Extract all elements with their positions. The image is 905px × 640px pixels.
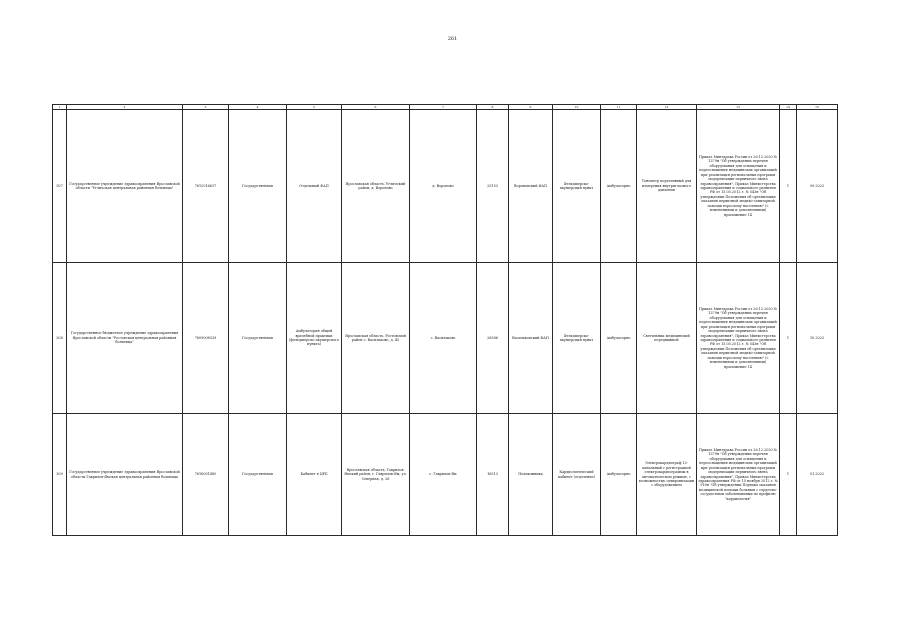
row-number: 308 xyxy=(53,263,67,414)
organization-name: Государственное бюджетное учреждение здравоохранения Ярославской области "Ростовская центральная районная больница" xyxy=(67,263,183,414)
date-cell: 10.2023 xyxy=(797,263,838,414)
facility-cell: Поликлиника xyxy=(509,414,553,536)
column-number: 11 xyxy=(601,105,637,110)
legal-basis-cell: Приказ Минздрава России от 26.12.2020 № 1379н "Об утверждении перечня оборудования для оснащения и переоснащения медицинских организаций при реализации региональных программ модернизации первичного звена здравоохранения", Приказ Министерства здравоохранения и социального развития РФ от 15.05.2012 г. № 543н "Об утверждении Положения об организации оказания первичной медико-санитарной помощи взрослому населению" (с изменениями и дополнениями) приложение 14 xyxy=(697,110,780,263)
table-row xyxy=(53,110,838,263)
table-row xyxy=(53,263,838,414)
organization-name: Государственное учреждение здравоохранения Ярославской области Гаврилов-Ямская центральная районная больница xyxy=(67,414,183,536)
column-number: 12 xyxy=(637,105,697,110)
inn-cell: 7612016637 xyxy=(183,110,229,263)
legal-basis-cell: Приказ Минздрава России от 26.12.2020 № 1379н "Об утверждении перечня оборудования для оснащения и переоснащения медицинских организаций при реализации региональных программ модернизации первичного звена здравоохранения", Приказ Министерства здравоохранения и социального развития РФ от 15.05.2012 г. № 543н "Об утверждении Положения об организации оказания первичной медико-санитарной помощи взрослому населению" (с изменениями и дополнениями) приложение 14 xyxy=(697,263,780,414)
facility-type-cell: Фельдшерско-акушерский пункт xyxy=(553,263,601,414)
facility-cell: Вороновский ФАП xyxy=(509,110,553,263)
care-form-cell: Амбулаторно xyxy=(601,414,637,536)
row-number: 307 xyxy=(53,110,67,263)
date-cell: 01.2022 xyxy=(797,414,838,536)
quantity-cell: 1 xyxy=(780,414,797,536)
facility-type-cell: Кардиологический кабинет (отделение) xyxy=(553,414,601,536)
population-cell: 26586 xyxy=(477,263,509,414)
locality-cell: с. Васильково xyxy=(410,263,477,414)
population-cell: 16513 xyxy=(477,414,509,536)
column-number: 5 xyxy=(287,105,342,110)
equipment-cell: Электрокардиограф 12-канальный с регистрацией электрокардиограммы в автоматическом режиме, с возможностью синхронизации с оборудованием xyxy=(637,414,697,536)
locality-cell: г. Гаврилов-Ям xyxy=(410,414,477,536)
column-number: 2 xyxy=(67,105,183,110)
ownership-cell: Государственная xyxy=(229,110,287,263)
column-number: 3 xyxy=(183,105,229,110)
equipment-cell: Тонометр портативный для измерения внутриглазного давления xyxy=(637,110,697,263)
column-number: 13 xyxy=(697,105,780,110)
equipment-cell: Светильник медицинский передвижной xyxy=(637,263,697,414)
ownership-cell: Государственная xyxy=(229,263,287,414)
care-form-cell: Амбулаторно xyxy=(601,263,637,414)
column-number: 14 xyxy=(780,105,797,110)
care-form-cell: Амбулаторно xyxy=(601,110,637,263)
column-number: 8 xyxy=(477,105,509,110)
locality-cell: д. Вороново xyxy=(410,110,477,263)
facility-cell: Васильковский ФАП xyxy=(509,263,553,414)
organization-name: Государственное учреждение здравоохранения Ярославской области "Угличская центральная районная больница" xyxy=(67,110,183,263)
address-cell: Ярославская область, Гаврилов-Ямский район, г. Гаврилов-Ям, ул. Северная, д. 26 xyxy=(342,414,410,536)
column-number: 15 xyxy=(797,105,838,110)
row-number: 309 xyxy=(53,414,67,536)
page-number: 261 xyxy=(447,36,458,42)
column-number: 6 xyxy=(342,105,410,110)
column-number: 4 xyxy=(229,105,287,110)
structural-unit-cell: Отдельный ФАП xyxy=(287,110,342,263)
population-cell: 25153 xyxy=(477,110,509,263)
inn-cell: 7609008339 xyxy=(183,263,229,414)
quantity-cell: 1 xyxy=(780,110,797,263)
structural-unit-cell: Амбулатория общей врачебной практики (фельдшерско-акушерского пункта) xyxy=(287,263,342,414)
address-cell: Ярославская область, Угличский район, д. Вороново xyxy=(342,110,410,263)
facility-type-cell: Фельдшерско-акушерский пункт xyxy=(553,110,601,263)
column-number: 9 xyxy=(509,105,553,110)
column-number: 10 xyxy=(553,105,601,110)
legal-basis-cell: Приказ Минздрава России от 26.12.2020 № 1379н "Об утверждении перечня оборудования для оснащения и переоснащения медицинских организаций при реализации региональных программ модернизации первичного звена здравоохранения", Приказ Министерства здравоохранения РФ от 15 ноября 2012 г. № 918н "Об утверждении Порядка оказания медицинской помощи больным с сердечно-сосудистыми заболеваниями по профилю "кардиология" xyxy=(697,414,780,536)
ownership-cell: Государственная xyxy=(229,414,287,536)
table-row xyxy=(53,414,838,536)
inn-cell: 7616001480 xyxy=(183,414,229,536)
address-cell: Ярославская область, Ростовский район с. Васильково, д. 45 xyxy=(342,263,410,414)
column-number: 1 xyxy=(53,105,67,110)
registry-table xyxy=(52,104,838,536)
structural-unit-cell: Кабинет в ЦРБ xyxy=(287,414,342,536)
column-number: 7 xyxy=(410,105,477,110)
quantity-cell: 1 xyxy=(780,263,797,414)
date-cell: 09.2023 xyxy=(797,110,838,263)
